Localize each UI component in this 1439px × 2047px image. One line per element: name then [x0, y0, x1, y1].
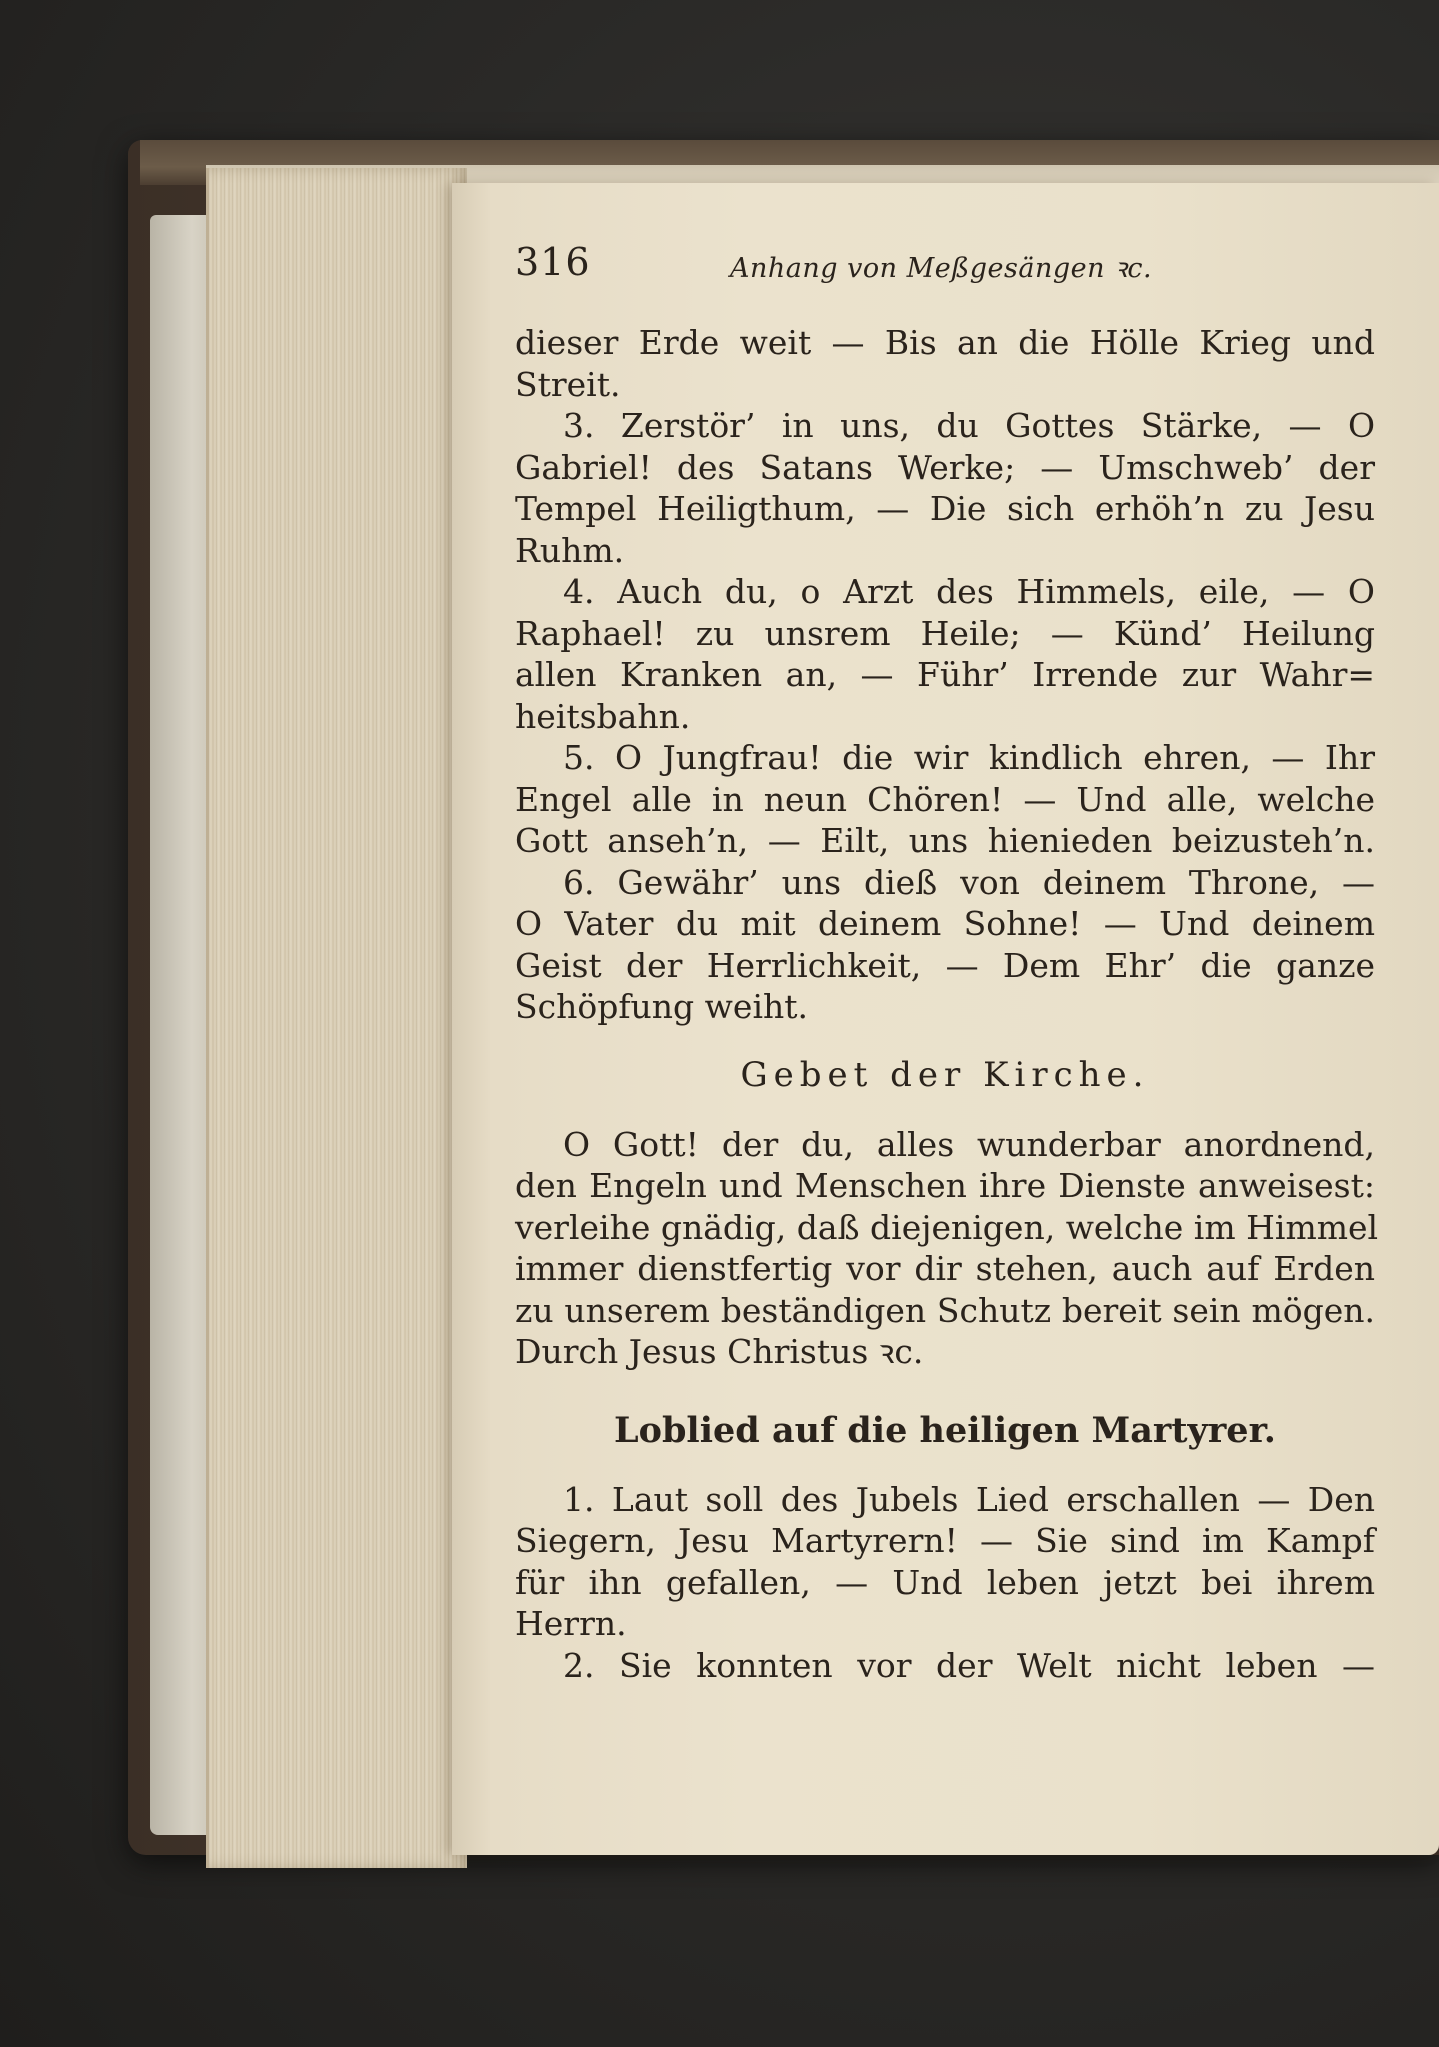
- text-line: Schöpfung weiht.: [515, 987, 809, 1026]
- verse-line: 5. O Jungfrau! die wir kindlich ehren, — Ihr: [563, 738, 1375, 777]
- text-line: Streit.: [515, 364, 621, 404]
- running-head: [515, 240, 1375, 300]
- text-line: Herrn.: [515, 1604, 627, 1643]
- page-number: 316: [515, 240, 591, 284]
- verse-line: 6. Gewähr’ uns dieß von deinem Throne, —: [563, 862, 1375, 902]
- verse-line: 1. Laut soll des Jubels Lied erschallen — Den: [563, 1479, 1375, 1519]
- prayer-text: [515, 1124, 1379, 1373]
- running-title: Anhang von Meßgesängen ꝛc.: [730, 253, 1153, 284]
- text-line: Raphael! zu unsrem Heile; — Künd’ Heilung: [515, 613, 1375, 653]
- text-line: Tempel Heiligthum, — Die sich erhöh’n zu Jesu: [515, 489, 1375, 528]
- page-block-edges: [206, 168, 467, 1868]
- text-line: verleihe gnädig, daß diejenigen, welche im Himmel: [515, 1207, 1379, 1247]
- prayer-heading: Gebet der Kirche.: [740, 1054, 1150, 1095]
- verse-line: 3. Zerstör’ in uns, du Gottes Stärke, — O: [563, 406, 1375, 445]
- hymn-heading: Loblied auf die heiligen Martyrer.: [614, 1409, 1276, 1451]
- text-line: O Gott! der du, alles wunderbar anordnend,: [563, 1124, 1375, 1164]
- text-line: Gott anseh’n, — Eilt, uns hienieden beizusteh’n.: [515, 821, 1375, 860]
- verse-line: 2. Sie konnten vor der Welt nicht leben —: [563, 1645, 1375, 1685]
- text-line: immer dienstfertig vor dir stehen, auch auf Erden: [515, 1249, 1375, 1288]
- text-line: O Vater du mit deinem Sohne! — Und deinem: [515, 904, 1375, 943]
- text-line: Geist der Herrlichkeit, — Dem Ehr’ die ganze: [515, 945, 1375, 985]
- hymn-continuation: [515, 322, 1375, 1028]
- text-line: Siegern, Jesu Martyrern! — Sie sind im Kampf: [515, 1521, 1375, 1560]
- text-line: dieser Erde weit — Bis an die Hölle Krieg und: [515, 323, 1375, 362]
- text-line: heitsbahn.: [515, 696, 691, 736]
- text-line: Durch Jesus Christus ꝛc.: [515, 1332, 924, 1371]
- text-line: für ihn gefallen, — Und leben jetzt bei ihrem: [515, 1562, 1375, 1602]
- text-line: zu unserem beständigen Schutz bereit sein mögen.: [515, 1290, 1375, 1330]
- text-line: Gabriel! des Satans Werke; — Umschweb’ der: [515, 447, 1375, 487]
- text-line: Engel alle in neun Chören! — Und alle, welche: [515, 779, 1375, 819]
- verse-line: 4. Auch du, o Arzt des Himmels, eile, — O: [563, 572, 1375, 611]
- hymn-text: [515, 1479, 1375, 1687]
- text-line: den Engeln und Menschen ihre Dienste anweisest:: [515, 1166, 1375, 1205]
- page-content: [515, 240, 1379, 1686]
- text-line: Ruhm.: [515, 530, 625, 570]
- text-line: allen Kranken an, — Führ’ Irrende zur Wahr=: [515, 655, 1375, 694]
